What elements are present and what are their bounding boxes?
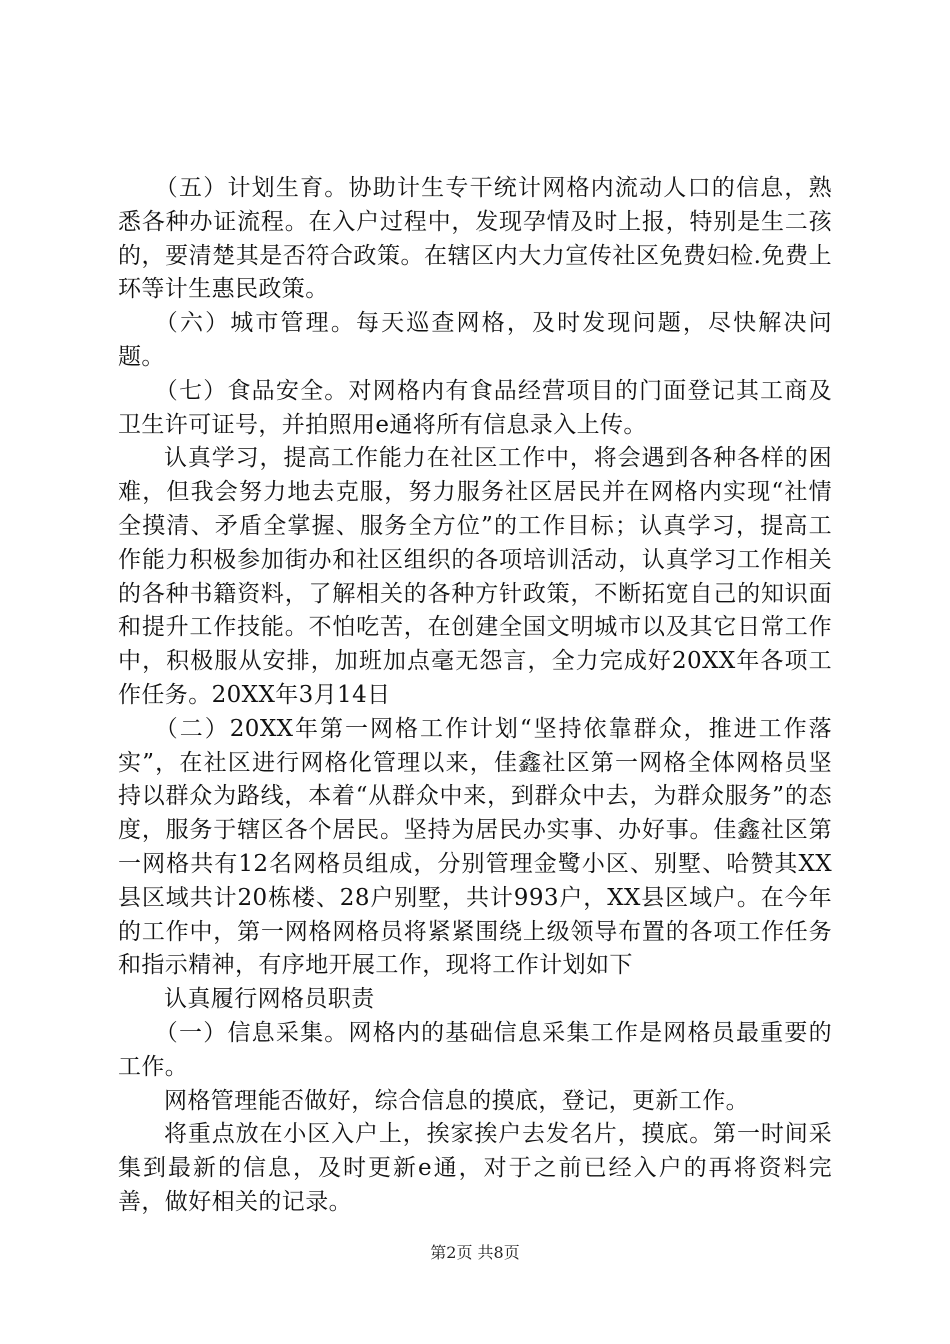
paragraph-info-collection: （一）信息采集。网格内的基础信息采集工作是网格员最重要的工作。 bbox=[118, 1019, 832, 1080]
paragraph-food-safety: （七）食品安全。对网格内有食品经营项目的门面登记其工商及卫生许可证号，并拍照用e通将所有信息录入上传。 bbox=[118, 377, 832, 438]
page-number-footer: 第2页 共8页 bbox=[430, 1243, 520, 1262]
paragraph-duties-heading: 认真履行网格员职责 bbox=[164, 986, 375, 1013]
document-body bbox=[118, 172, 832, 1220]
paragraph-study: 认真学习，提高工作能力在社区工作中，将会遇到各种各样的困难，但我会努力地去克服，努力服务社区居民并在网格内实现“社情全摸清、矛盾全掌握、服务全方位”的工作目标；认真学习，提高工作能力积极参加街办和社区组织的各项培训活动，认真学习工作相关的各种书籍资料，了解相关的各种方针政策，不断拓宽自己的知识面和提升工作技能。不怕吃苦，在创建全国文明城市以及其它日常工作中，积极服从安排，加班加点毫无怨言，全力完成好20XX年各项工作任务。20XX年3月14日 bbox=[118, 445, 832, 708]
paragraph-city-management: （六）城市管理。每天巡查网格，及时发现问题，尽快解决问题。 bbox=[118, 310, 832, 370]
paragraph-family-planning: （五）计划生育。协助计生专干统计网格内流动人口的信息，熟悉各种办证流程。在入户过程中，发现孕情及时上报，特别是生二孩的，要清楚其是否符合政策。在辖区内大力宣传社区免费妇检.免费上环等计生惠民政策。 bbox=[118, 175, 832, 303]
paragraph-work-plan: （二）20XX年第一网格工作计划“坚持依靠群众，推进工作落实”，在社区进行网格化管理以来，佳鑫社区第一网格全体网格员坚持以群众为路线，本着“从群众中来，到群众中去，为群众服务”的态度，服务于辖区各个居民。坚持为居民办实事、办好事。佳鑫社区第一网格共有12名网格员组成，分别管理金鹭小区、别墅、哈赞其XX县区域共计20栋楼、28户别墅，共计993户，XX县区域户。在今年的工作中，第一网格网格员将紧紧围绕上级领导布置的各项工作任务和指示精神，有序地开展工作，现将工作计划如下 bbox=[118, 715, 832, 979]
paragraph-household-visits: 将重点放在小区入户上，挨家挨户去发名片，摸底。第一时间采集到最新的信息，及时更新e通，对于之前已经入户的再将资料完善，做好相关的记录。 bbox=[118, 1121, 832, 1215]
paragraph-grid-management: 网格管理能否做好，综合信息的摸底，登记，更新工作。 bbox=[164, 1087, 749, 1114]
